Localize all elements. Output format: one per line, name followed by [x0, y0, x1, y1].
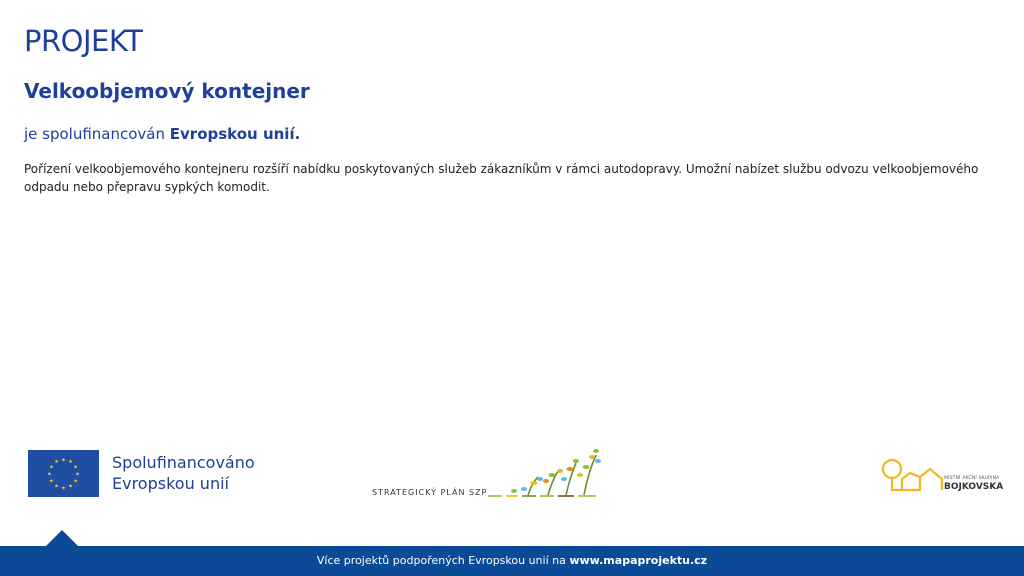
eu-star-icon: ★	[73, 478, 78, 485]
footer-bar	[0, 546, 1024, 576]
cofinance-statement	[24, 125, 300, 143]
eu-star-icon: ★	[61, 485, 66, 492]
cofinance-prefix: je spolufinancován	[24, 125, 170, 143]
footer-text: Více projektů podpořených Evropskou unií na	[316, 554, 570, 567]
footer-link[interactable]: www.mapaprojektu.cz	[569, 554, 708, 567]
eu-text-line1: Spolufinancováno	[112, 453, 255, 472]
eu-star-icon: ★	[47, 471, 52, 478]
footer-notch	[46, 530, 78, 546]
eu-star-icon: ★	[73, 464, 78, 471]
eu-star-icon: ★	[68, 483, 73, 490]
eu-star-icon: ★	[61, 457, 66, 464]
eu-star-icon: ★	[68, 459, 73, 466]
project-title: Velkoobjemový kontejner	[24, 79, 310, 103]
eu-text-line2: Evropskou unií	[112, 474, 229, 493]
mas-small-caption: MÍSTNÍ AKČNÍ SKUPINA	[944, 476, 1000, 481]
eu-star-icon: ★	[54, 483, 59, 490]
eu-star-icon: ★	[49, 478, 54, 485]
page-heading: PROJEKT	[24, 24, 143, 58]
cofinance-emphasis: Evropskou unií.	[169, 125, 301, 143]
mas-bojkovska-logo-icon	[880, 457, 944, 493]
eu-star-icon: ★	[54, 459, 59, 466]
szp-logo-text: STRATEGICKÝ PLÁN SZP	[372, 488, 488, 497]
project-description: Pořízení velkoobjemového kontejneru rozšíří nabídku poskytovaných služeb zákazníkům v rámci autodopravy. Umožní nabízet službu odvozu velkoobjemového odpadu nebo přepravu sypkých komodit.	[24, 162, 979, 194]
eu-star-icon: ★	[75, 471, 80, 478]
szp-plants-logo	[488, 447, 606, 499]
eu-flag-logo	[28, 450, 99, 497]
eu-cofinanced-text	[112, 452, 255, 494]
eu-star-icon: ★	[49, 464, 54, 471]
mas-name: BOJKOVSKA	[944, 482, 1004, 492]
